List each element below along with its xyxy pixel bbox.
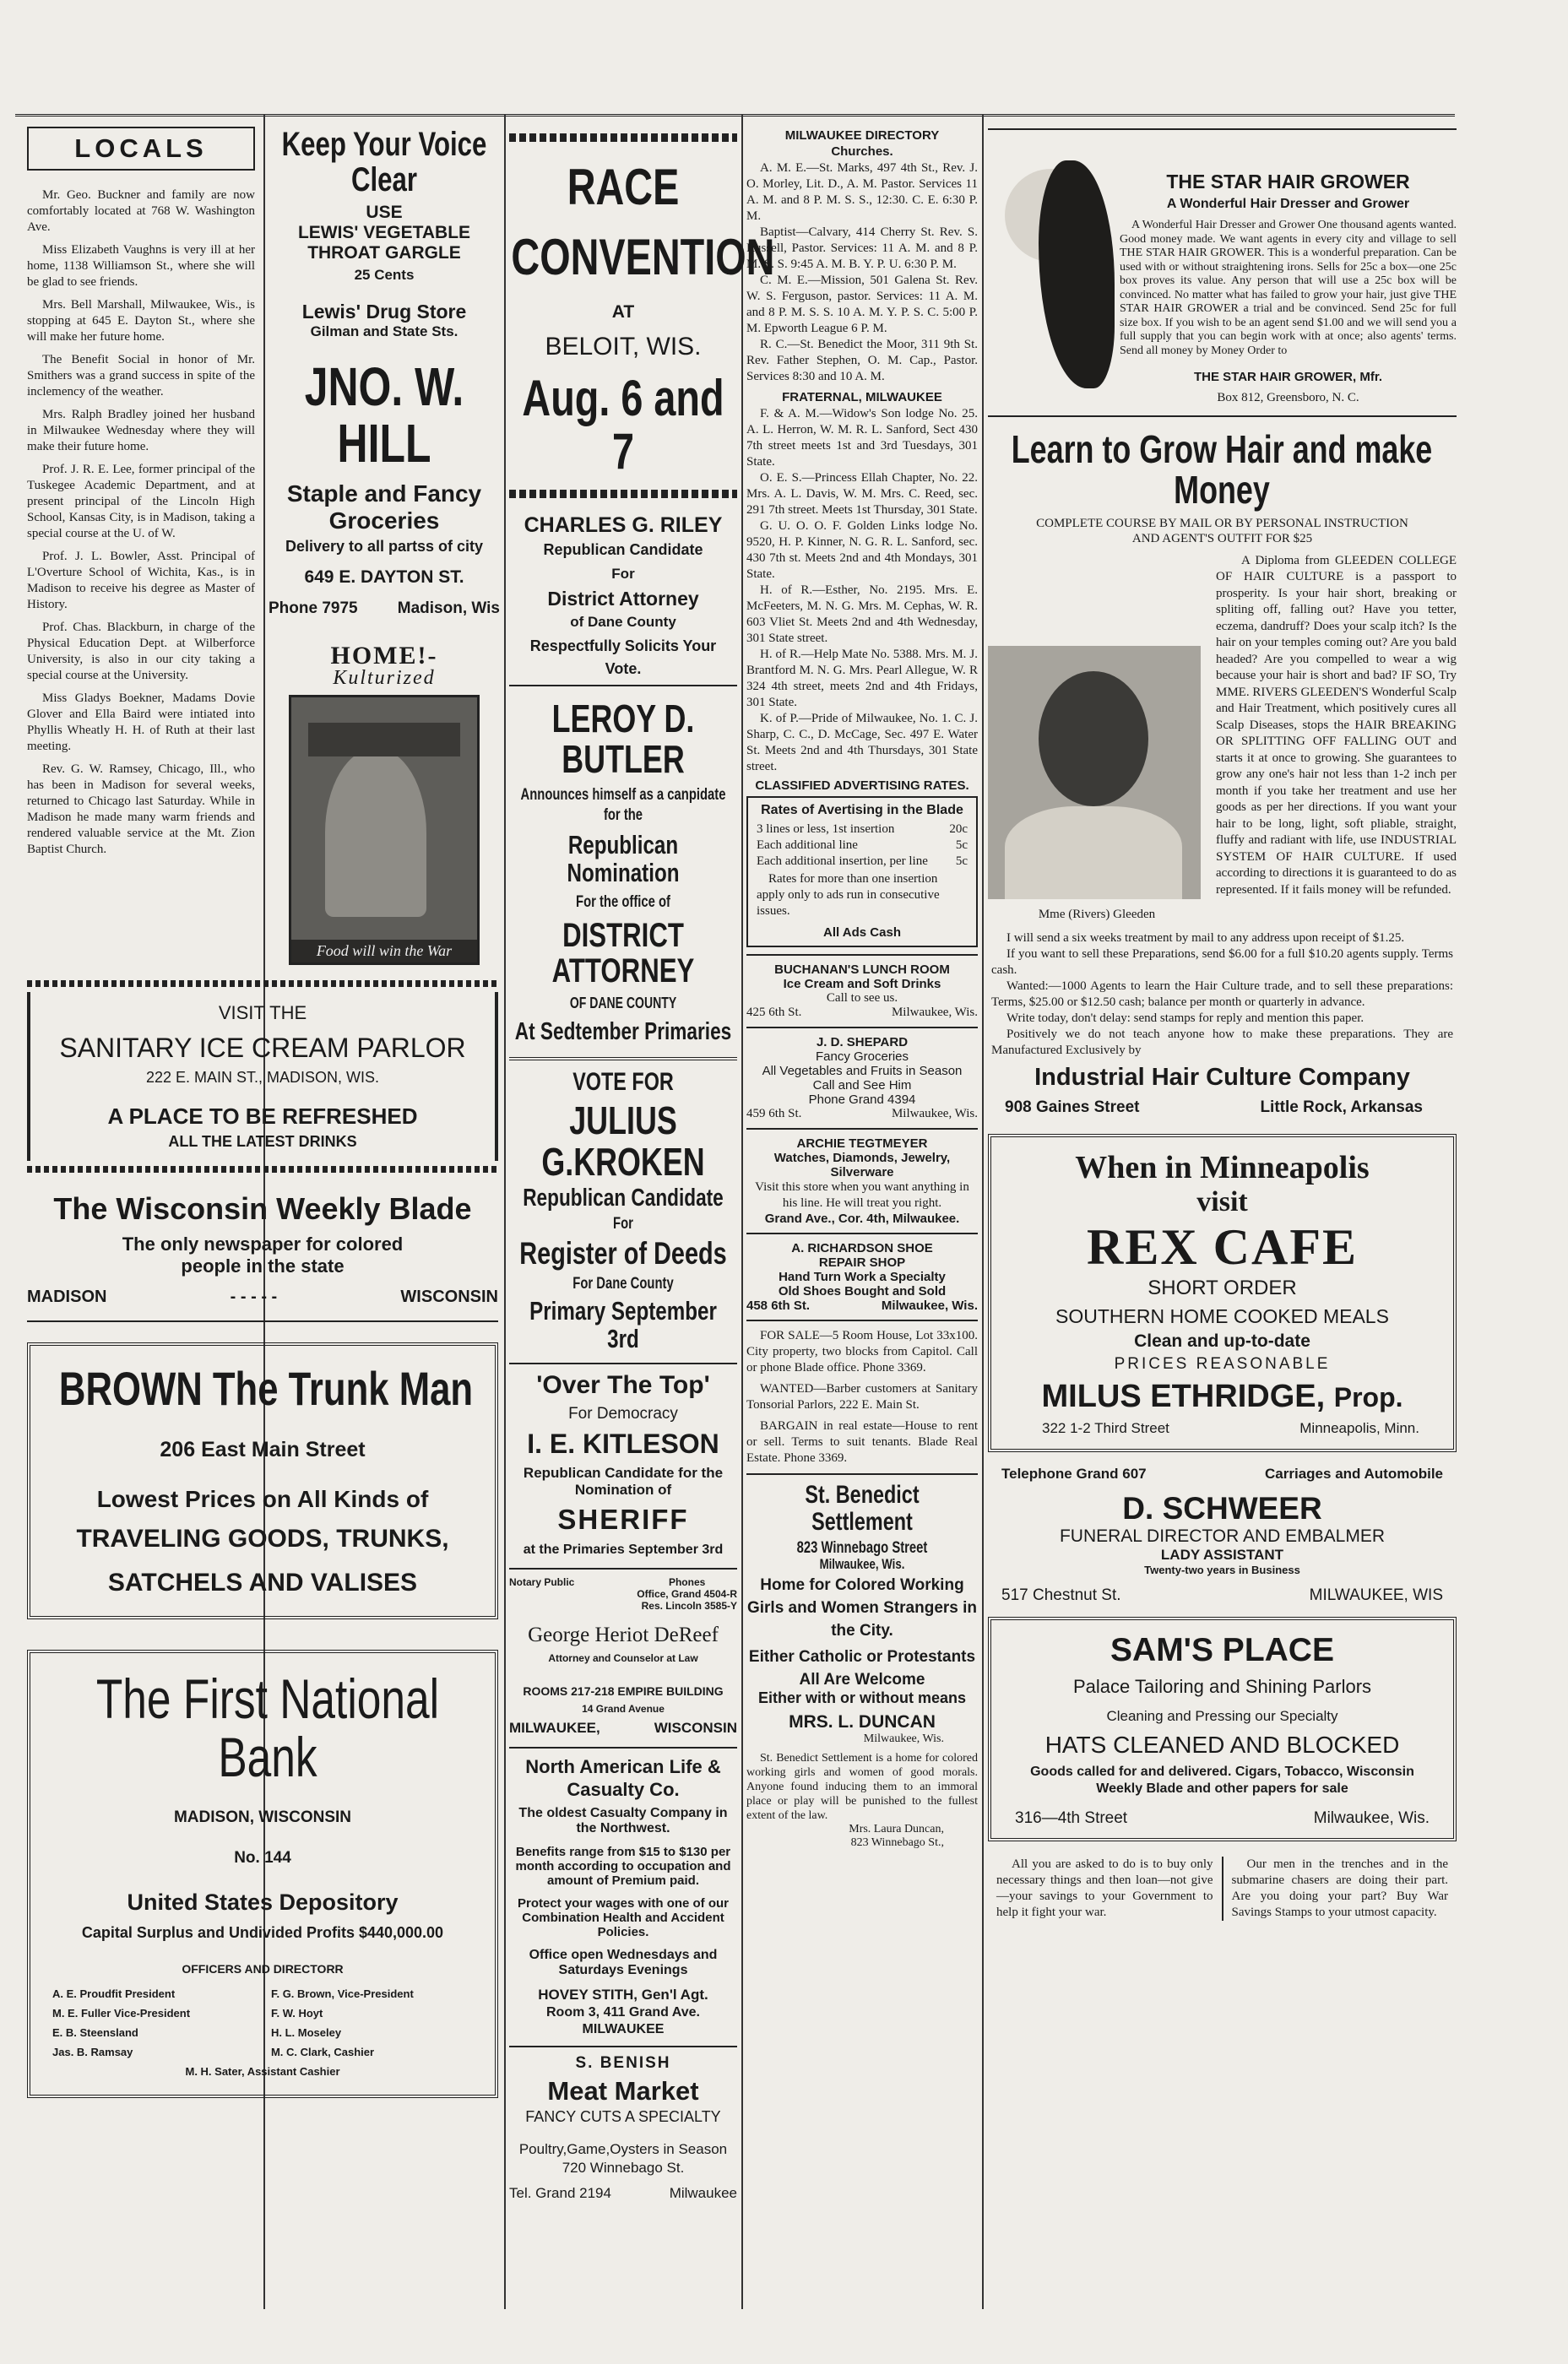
rates-body xyxy=(757,821,968,941)
local-item: The Benefit Social in honor of Mr. Smithers was a grand success in spite of the inclemency of the weather. xyxy=(27,353,255,399)
riley-l2: For xyxy=(611,566,635,582)
food-poster xyxy=(269,642,500,965)
classified-item: BARGAIN in real estate—House to rent or sell. Terms to suit tenants. Blade Real Estate. Phone 3369. xyxy=(746,1419,978,1465)
directory-column xyxy=(746,127,978,1850)
rex-owner-row xyxy=(1000,1379,1445,1415)
benish-l2: FANCY CUTS A SPECIALTY xyxy=(525,2108,721,2126)
rex-l2: SHORT ORDER xyxy=(1148,1276,1297,1299)
northam-l6: Room 3, 411 Grand Ave. xyxy=(546,2005,700,2020)
benedict-sig1: Mrs. Laura Duncan, xyxy=(849,1822,944,1835)
rex-l5: PRICES REASONABLE xyxy=(1114,1354,1331,1373)
richardson-row xyxy=(746,1299,978,1313)
buchanan-l2: Ice Cream and Soft Drinks xyxy=(783,977,941,991)
rex-owner: MILUS ETHRIDGE, xyxy=(1041,1378,1326,1414)
dereef-res-phone: Res. Lincoln 3585-Y xyxy=(641,1600,737,1613)
kroken-l3: Register of Deeds xyxy=(519,1236,727,1271)
local-item: Miss Elizabeth Vaughns is very ill at her home, 1138 Williamson St., where she will be glad to see friends. xyxy=(27,243,255,289)
locals-header-box xyxy=(27,127,255,171)
northam-l4: Office open Wednesdays and Saturdays Evenings xyxy=(529,1948,718,1978)
blade-name: The Wisconsin Weekly Blade xyxy=(53,1191,472,1226)
hill-contact-row xyxy=(269,599,500,618)
dereef-name: George Heriot DeReef xyxy=(528,1624,719,1647)
local-item: Mrs. Bell Marshall, Milwaukee, Wis., is stopping at 645 E. Dayton St., where she will make her future home. xyxy=(27,298,255,344)
star-title: THE STAR HAIR GROWER xyxy=(1166,171,1410,192)
shepard-l5: Phone Grand 4394 xyxy=(808,1093,916,1107)
rate-3: Each additional insertion, per line xyxy=(757,854,928,868)
rate-cash: All Ads Cash xyxy=(823,925,901,940)
schweer-name: D. SCHWEER xyxy=(1122,1490,1322,1526)
directory-classified: CLASSIFIED ADVERTISING RATES. xyxy=(755,778,969,793)
shepard-row xyxy=(746,1107,978,1121)
bank-officers-head: OFFICERS AND DIRECTORR xyxy=(182,1962,344,1976)
shepard-l3: All Vegetables and Fruits in Season xyxy=(762,1064,963,1078)
bank-officer: M. C. Clark, Cashier xyxy=(270,2046,375,2059)
butler-l4: For the office of xyxy=(576,892,670,911)
race-at: AT xyxy=(611,302,635,322)
bank-name: The First National Bank xyxy=(95,1667,440,1789)
star-hair xyxy=(1039,160,1115,388)
shepard-city: Milwaukee, Wis. xyxy=(891,1107,978,1120)
dereef-header xyxy=(509,1576,737,1612)
poster-figure xyxy=(325,748,426,917)
column-rule xyxy=(741,114,743,2309)
hair-company: Industrial Hair Culture Company xyxy=(1034,1063,1410,1091)
riley-l6: Vote. xyxy=(605,660,642,677)
blade-ad xyxy=(27,1191,498,1307)
benedict-l6: Either with or without means xyxy=(757,1689,966,1706)
benedict-name: St. Benedict Settlement xyxy=(805,1481,920,1536)
gleeden-photo-wrap xyxy=(988,646,1206,922)
brown-l1: Lowest Prices on All Kinds of xyxy=(96,1485,429,1512)
sanitary-l1: SANITARY ICE CREAM PARLOR xyxy=(59,1033,466,1063)
rate-3-value: 5c xyxy=(955,854,968,868)
schweer-l1: FUNERAL DIRECTOR AND EMBALMER xyxy=(1059,1526,1386,1546)
bank-officer: Jas. B. Ramsay xyxy=(52,2046,133,2059)
gleeden-face xyxy=(1039,671,1148,806)
directory-fraternal: FRATERNAL, MILWAUKEE xyxy=(782,390,942,404)
hair-body3: If you want to sell these Preparations, send $6.00 for a full $10.20 agents supply. Terms cash. xyxy=(991,946,1453,977)
kroken-l2: For xyxy=(613,1215,633,1234)
sanitary-l0: VISIT THE xyxy=(218,1002,307,1023)
hair-sub: COMPLETE COURSE BY MAIL OR BY PERSONAL INSTRUCTION AND AGENT'S OUTFIT FOR $25 xyxy=(1036,516,1408,545)
hair-body6: Positively we do not teach anyone how to make these preparations. They are Manufactured Exclusively by xyxy=(991,1027,1453,1057)
rex-address-row xyxy=(1000,1420,1445,1437)
star-ad xyxy=(988,160,1457,405)
tegtmeyer-l2: Watches, Diamonds, Jewelry, Silverware xyxy=(773,1151,951,1179)
shepard-l4: Call and See Him xyxy=(812,1078,912,1093)
schweer-l2: LADY ASSISTANT xyxy=(1160,1546,1284,1563)
bank-officer: E. B. Steensland xyxy=(52,2026,138,2040)
dereef-city-row xyxy=(509,1720,737,1737)
benish-l4: 720 Winnebago St. xyxy=(562,2160,685,2177)
local-item: Prof. J. L. Bowler, Asst. Principal of L'Overture School of Wichita, Kas., is in Madison to receive his degree as Master of History. xyxy=(27,550,255,611)
butler-l3: Republican Nomination xyxy=(567,830,680,888)
rex-addr: 322 1-2 Third Street xyxy=(1042,1419,1169,1436)
bank-officer: H. L. Moseley xyxy=(270,2026,342,2040)
buchanan-l1: BUCHANAN'S LUNCH ROOM xyxy=(774,962,950,977)
lewis-address: Gilman and State Sts. xyxy=(310,323,458,339)
schweer-ad xyxy=(988,1466,1457,1605)
benedict-l3: Home for Colored Working Girls and Women Strangers in the City. xyxy=(746,1575,978,1640)
benedict-l2: Milwaukee, Wis. xyxy=(819,1555,905,1572)
kroken-l4: For Dane County xyxy=(572,1275,674,1293)
fraternal-item: K. of P.—Pride of Milwaukee, No. 1. C. J. Sharp, C. C., D. McCage, Sec. 497 E. Water St. Meets 2nd and 4th Thursdays, 301 State street. xyxy=(746,712,978,773)
sams-l1: Palace Tailoring and Shining Parlors xyxy=(1072,1675,1372,1697)
star-body: A Wonderful Hair Dresser and Grower One thousand agents wanted. Good money made. We want agents in every city and village to sell THE STAR HAIR GROWER. This is a wonderful preparation. Can be used with or without straightening irons. Sells for 25c a box—one 25c box proves its value. Any person that will use a 25c box will be convinced. No matter what has failed to grow your hair, just give THE STAR HAIR GROWER a trial and be convinced. Send 25c for full size box. If you wish to be an agent send $1.00 and we will send you a full supply that you can begin work with at once; also agents' terms. Send all money by Money Order to xyxy=(1120,219,1457,357)
church-item: A. M. E.—St. Marks, 497 4th St., Rev. J. O. Morley, Lit. D., A. M. Pastor. Services 11 A. M. and 8 P. M. S. S., 12:30. C. E. 6:30 P. M. xyxy=(746,161,978,223)
rate-2: Each additional line xyxy=(757,838,858,852)
sanitary-l2: 222 E. MAIN ST., MADISON, WIS. xyxy=(145,1069,380,1086)
blade-right: WISCONSIN xyxy=(400,1288,498,1306)
poster-caption: Food will win the War xyxy=(291,940,477,962)
star-box: Box 812, Greensboro, N. C. xyxy=(1217,391,1359,404)
lewis-price: 25 Cents xyxy=(354,267,415,283)
sams-address-row xyxy=(1001,1809,1443,1828)
fraternal-list xyxy=(746,406,978,775)
bank-city: MADISON, WISCONSIN xyxy=(173,1808,352,1827)
bank-officer: M. E. Fuller Vice-President xyxy=(52,2007,191,2020)
benedict-sig2: 823 Winnebago St., xyxy=(850,1835,944,1849)
directory-title: MILWAUKEE DIRECTORY xyxy=(784,128,940,143)
sams-addr: 316—4th Street xyxy=(1015,1808,1128,1827)
column-2-top xyxy=(269,127,500,965)
blade-l1: The only newspaper for colored xyxy=(122,1234,404,1255)
local-item: Mr. Geo. Buckner and family are now comfortably located at 768 W. Washington Ave. xyxy=(27,188,255,234)
benish-tel: Tel. Grand 2194 xyxy=(509,2185,611,2202)
buchanan-city: Milwaukee, Wis. xyxy=(891,1006,978,1019)
sams-l2: Cleaning and Pressing our Specialty xyxy=(1106,1707,1338,1724)
northam-l5: HOVEY STITH, Gen'l Agt. xyxy=(538,1987,708,2003)
benish-l1: Meat Market xyxy=(547,2076,699,2106)
bank-last: M. H. Sater, Assistant Cashier xyxy=(185,2065,340,2079)
rex-prop: Prop. xyxy=(1333,1381,1403,1412)
church-item: R. C.—St. Benedict the Moor, 311 9th St. Rev. Father Stephen, O. M. Cap., Pastor. Services 8:30 and 10 A. M. xyxy=(746,338,978,383)
race-top-border xyxy=(509,133,737,142)
benish-l0: S. BENISH xyxy=(575,2054,671,2073)
benish-city: Milwaukee xyxy=(669,2185,737,2202)
poster-image xyxy=(289,695,480,965)
sams-city: Milwaukee, Wis. xyxy=(1313,1808,1430,1827)
gleeden-photo xyxy=(988,646,1201,899)
star-image xyxy=(988,160,1115,397)
bank-officer: A. E. Proudfit President xyxy=(52,1987,176,2001)
brown-addr: 206 East Main Street xyxy=(160,1437,366,1461)
dereef-notary: Notary Public xyxy=(509,1576,575,1589)
race-l2: CONVENTION xyxy=(511,229,775,285)
hair-body5: Write today, don't delay: send stamps for reply and mention this paper. xyxy=(1006,1011,1365,1025)
hair-street: 908 Gaines Street xyxy=(1005,1098,1140,1116)
hair-body4: Wanted:—1000 Agents to learn the Hair Culture trade, and to sell these preparations: Terms, $25.00 or $12.50 cash; balance per month or quarterly in advance. xyxy=(991,979,1453,1009)
brown-ad xyxy=(27,1342,498,1619)
butler-l5: DISTRICT ATTORNEY xyxy=(551,916,695,990)
hair-bottom-text xyxy=(988,930,1457,1059)
kroken-l5: Primary September 3rd xyxy=(529,1296,717,1353)
war-left: All you are asked to do is to buy only necessary things and then loan—not give—your savings to your Government to help it fight your war. xyxy=(988,1857,1223,1921)
rate-1: 3 lines or less, 1st insertion xyxy=(757,822,895,836)
brown-l2: TRAVELING GOODS, TRUNKS, xyxy=(76,1524,449,1553)
richardson-l3: Hand Turn Work a Specialty xyxy=(779,1270,946,1284)
rex-l4: Clean and up-to-date xyxy=(1134,1331,1310,1351)
classified-item: FOR SALE—5 Room House, Lot 33x100. City property, two blocks from Capitol. Call or phone Blade office. Phone 3369. xyxy=(746,1329,978,1374)
benedict-body: St. Benedict Settlement is a home for colored working girls and women of good morals. Anyone found inducing them to an immoral place or play will be punished to the fullest extent of the law. xyxy=(746,1751,978,1822)
benish-contact-row xyxy=(509,2185,737,2202)
dereef-state: WISCONSIN xyxy=(654,1720,737,1737)
sams-name: SAM'S PLACE xyxy=(1110,1631,1334,1668)
rate-1-value: 20c xyxy=(949,822,968,836)
war-right: Our men in the trenches and in the submarine chasers are doing their part. Are you doing your part? Buy War Savings Stamps to your utmost capacity. xyxy=(1231,1857,1448,1919)
race-bottom-border xyxy=(509,490,737,498)
lewis-use: USE xyxy=(366,203,403,222)
benedict-l7: MRS. L. DUNCAN xyxy=(789,1711,936,1732)
local-item: Miss Gladys Boekner, Madams Dovie Glover and Ella Baird were intiated into Phyllis Wheatly H. H. of Ruth at their last meeting. xyxy=(27,691,255,753)
rate-note: Rates for more than one insertion apply only to ads run in consecutive issues. xyxy=(757,872,940,918)
classified-list xyxy=(746,1328,978,1467)
rex-l3: SOUTHERN HOME COOKED MEALS xyxy=(1055,1304,1389,1327)
locals-column xyxy=(27,127,255,865)
riley-l4: of Dane County xyxy=(570,614,676,630)
bank-officer: F. G. Brown, Vice-President xyxy=(270,1987,414,2001)
schweer-top-row xyxy=(1001,1466,1443,1483)
richardson-city: Milwaukee, Wis. xyxy=(881,1299,978,1313)
star-sub: A Wonderful Hair Dresser and Grower xyxy=(1166,197,1410,211)
rex-city: Minneapolis, Minn. xyxy=(1299,1419,1419,1436)
race-l1: RACE xyxy=(567,159,680,215)
kitleson-l1: For Democracy xyxy=(568,1405,678,1423)
bank-officers-right xyxy=(271,1984,473,2062)
lewis-store: Lewis' Drug Store xyxy=(301,301,467,323)
bank-ad xyxy=(27,1650,498,2099)
poster-kulturized: Kulturized xyxy=(333,667,436,690)
kitleson-l4: at the Primaries September 3rd xyxy=(523,1543,724,1558)
fraternal-item: H. of R.—Help Mate No. 5388. Mrs. M. J. Brantford M. N. G. Mrs. Pearl Allegue, W. R 324 4th street, meets 2nd and 4th Fridays, 301 State. xyxy=(746,648,978,709)
sams-l4: Goods called for and delivered. Cigars, Tobacco, Wisconsin Weekly Blade and other papers for sale xyxy=(1030,1764,1414,1796)
dereef-phones-label: Phones xyxy=(668,1576,706,1589)
column-rule xyxy=(982,114,984,2309)
blade-left: MADISON xyxy=(27,1288,107,1306)
dereef-city: MILWAUKEE, xyxy=(509,1720,600,1737)
fraternal-item: F. & A. M.—Widow's Son lodge No. 25. A. L. Herron, W. M. R. L. Sanford, Sect 430 7th street meets 1st and 3rd Tuesdays, 301 State. xyxy=(746,407,978,469)
locals-header: LOCALS xyxy=(74,133,208,163)
kitleson-name: I. E. KITLESON xyxy=(527,1429,719,1460)
northam-name: North American Life & Casualty Co. xyxy=(525,1756,721,1801)
tegtmeyer-l4: Grand Ave., Cor. 4th, Milwaukee. xyxy=(764,1212,960,1226)
hill-city: Madison, Wis xyxy=(397,599,500,618)
hair-address-row xyxy=(988,1098,1457,1117)
bank-officer: F. W. Hoyt xyxy=(270,2007,323,2020)
blade-dashes: - - - - - xyxy=(230,1288,278,1306)
benedict-l5: All Are Welcome xyxy=(799,1670,925,1689)
poster-home: HOME!- xyxy=(330,642,438,670)
rex-l0: When in Minneapolis xyxy=(1075,1149,1370,1185)
benedict-l4: Either Catholic or Protestants xyxy=(748,1647,976,1666)
richardson-l2: REPAIR SHOP xyxy=(818,1255,906,1270)
blade-row xyxy=(27,1288,498,1307)
poster-window xyxy=(308,723,460,756)
star-mfr: THE STAR HAIR GROWER, Mfr. xyxy=(1193,370,1383,384)
blade-l2: people in the state xyxy=(181,1255,345,1277)
church-item: Baptist—Calvary, 414 Cherry St. Rev. S. Russell, Pastor. Services: 11 A. M. and 8 P. M. S. S. 9:45 A. M. B. Y. P. U. 6:30 P. M. xyxy=(746,225,978,271)
local-item: Rev. G. W. Ramsey, Chicago, Ill., who has been in Madison for several weeks, returned to Chicago last Saturday. While in Madison he made many warm friends and rendered valuable service at the Mt. Zion Baptist Church. xyxy=(27,762,255,856)
schweer-carr: Carriages and Automobile xyxy=(1265,1465,1443,1482)
riley-l3: District Attorney xyxy=(547,588,699,610)
dereef-phones xyxy=(637,1576,737,1612)
bank-no: No. 144 xyxy=(234,1849,291,1868)
bank-depository: United States Depository xyxy=(127,1890,399,1916)
kroken-name: JULIUS G.KROKEN xyxy=(541,1098,705,1184)
shepard-addr: 459 6th St. xyxy=(746,1107,802,1120)
hill-phone: Phone 7975 xyxy=(269,599,358,618)
schweer-address-row xyxy=(1001,1586,1443,1605)
race-dates: Aug. 6 and 7 xyxy=(522,370,724,480)
kitleson-l3: SHERIFF xyxy=(557,1504,689,1536)
hair-city: Little Rock, Arkansas xyxy=(1260,1098,1423,1116)
rex-l1: visit xyxy=(1196,1185,1248,1217)
gleeden-caption: Mme (Rivers) Gleeden xyxy=(1038,907,1156,921)
local-item: Mrs. Ralph Bradley joined her husband in Milwaukee Wednesday where they will make their future home. xyxy=(27,408,255,453)
hair-body-wrap xyxy=(988,553,1457,922)
hill-l3: Delivery to all partss of city xyxy=(285,538,484,556)
church-list xyxy=(746,160,978,385)
buchanan-addr: 425 6th St. xyxy=(746,1006,802,1019)
hill-name: JNO. W. HILL xyxy=(304,356,464,474)
sanitary-l4: ALL THE LATEST DRINKS xyxy=(168,1133,357,1150)
benedict-l8: Milwaukee, Wis. xyxy=(863,1732,944,1745)
sams-ad xyxy=(988,1617,1457,1841)
shepard-l2: Fancy Groceries xyxy=(815,1049,909,1064)
church-item: C. M. E.—Mission, 501 Galena St. Rev. W. S. Ferguson, pastor. Services: 11 A. M. and 8 P. M. S. S. 10 A. M. Y. P. S. C. 5:00 P. M. Epworth League 6 P. M. xyxy=(746,274,978,335)
locals-list xyxy=(27,187,255,858)
schweer-addr: 517 Chestnut St. xyxy=(1001,1586,1121,1604)
buchanan-l3: Call to see us. xyxy=(826,991,898,1005)
benish-l3: Poultry,Game,Oysters in Season xyxy=(518,2141,728,2158)
sanitary-ad xyxy=(27,992,498,1161)
local-item: Prof. J. R. E. Lee, former principal of the Tuskegee Academic Department, and at present principal of the Lincoln High School, Kansas City, is in Madison, taking a special course at the U. of W. xyxy=(27,463,255,540)
bank-capital: Capital Surplus and Undivided Profits $440,000.00 xyxy=(81,1924,444,1942)
bank-officers xyxy=(52,1984,473,2062)
benedict-l1: 823 Winnebago Street xyxy=(796,1539,928,1557)
rates-title: Rates of Avertising in the Blade xyxy=(761,803,963,817)
kroken-l1: Republican Candidate xyxy=(523,1184,724,1212)
rex-name: REX CAFE xyxy=(1086,1218,1358,1275)
page-top-rule xyxy=(15,114,1455,117)
local-item: Prof. Chas. Blackburn, in charge of the Physical Education Dept. at Wilberforce University, is also in our city taking a special course at the University. xyxy=(27,621,255,682)
butler-l1: Announces himself as a canpidate xyxy=(520,785,726,804)
column-rule xyxy=(504,114,506,2309)
fraternal-item: G. U. O. O. F. Golden Links lodge No. 9520, H. P. Kinner, N. G. R. L. Sanford, sec. 430 7th st. Meets 2nd and 4th Mondays, 301 State. xyxy=(746,519,978,581)
lewis-product: LEWIS' VEGETABLE xyxy=(297,223,471,242)
schweer-tel: Telephone Grand 607 xyxy=(1001,1465,1147,1482)
shepard-l1: J. D. SHEPARD xyxy=(816,1035,909,1049)
war-savings xyxy=(988,1857,1457,1921)
schweer-city: MILWAUKEE, WIS xyxy=(1309,1586,1443,1604)
hill-l2: Groceries xyxy=(328,507,440,534)
rate-2-value: 5c xyxy=(955,838,968,852)
butler-l7: At Sedtember Primaries xyxy=(514,1018,732,1046)
northam-l3: Protect your wages with one of our Combination Health and Accident Policies. xyxy=(517,1896,730,1940)
kroken-l0: VOTE FOR xyxy=(572,1067,674,1096)
rex-ad xyxy=(988,1134,1457,1452)
hill-address: 649 E. DAYTON ST. xyxy=(304,567,464,588)
butler-l2: for the xyxy=(603,805,643,824)
riley-l1: Republican Candidate xyxy=(543,541,703,558)
brown-l3: SATCHELS AND VALISES xyxy=(107,1568,418,1597)
dereef-rooms: ROOMS 217-218 EMPIRE BUILDING xyxy=(523,1684,724,1699)
directory-churches: Churches. xyxy=(831,144,893,159)
fraternal-item: O. E. S.—Princess Ellah Chapter, No. 22. Mrs. A. L. Davis, W. M. Mrs. C. Reed, sec. 291 7th street. Meets 1st Thursday, 301 State. xyxy=(746,471,978,517)
tegtmeyer-l1: ARCHIE TEGTMEYER xyxy=(796,1136,928,1151)
hair-headline: Learn to Grow Hair and make Money xyxy=(1011,427,1433,512)
dereef-office-phone: Office, Grand 4504-R xyxy=(637,1588,737,1601)
butler-l6: OF DANE COUNTY xyxy=(569,994,677,1011)
northam-l7: MILWAUKEE xyxy=(582,2022,665,2037)
sams-l3: HATS CLEANED AND BLOCKED xyxy=(1044,1731,1400,1758)
hair-body1: A Diploma from GLEEDEN COLLEGE OF HAIR CULTURE is a passport to prosperity. Is your hair short, breaking or spliting off, falling out? Have you tetter, eczema, dandruff? Does your scalp itch? Is the hair on your temples coming out? Are you bald headed? Are you compelled to wear a wig because your hair is short and bad? IF SO, Try MME. RIVERS GLEEDEN'S Wonderful Scalp and Hair Treatment, which positively cures all Scalp Diseases, stops the HAIR BREAKING OR SPLITTING OFF FALLING OUT and starts it at once to growing. She guarantees to grow any one's hair not less than 1-2 inch per month if you take her treatment and use her goods as per her directions. If you want your hair to be long, light, soft pliable, straight, fluffy and radiant with life, use INDUSTRIAL SYSTEM OF HAIR CULTURE. If used according to directions it is guaranteed to do as represented. If it fails money will be refunded. xyxy=(1216,553,1457,897)
gleeden-dress xyxy=(1005,806,1182,899)
lewis-headline: Keep Your Voice Clear xyxy=(281,126,487,198)
hill-l1: Staple and Fancy xyxy=(286,480,482,507)
classified-item: WANTED—Barber customers at Sanitary Tonsorial Parlors, 222 E. Main St. xyxy=(746,1382,978,1412)
kitleson-l2: Republican Candidate for the Nomination of xyxy=(523,1465,724,1499)
northam-l2: Benefits range from $15 to $130 per month according to occupation and amount of Premium paid. xyxy=(515,1845,731,1889)
butler-name: LEROY D. BUTLER xyxy=(551,697,695,782)
lewis-gargle: THROAT GARGLE xyxy=(307,243,461,263)
dereef-street: 14 Grand Avenue xyxy=(582,1703,665,1716)
wide-ads xyxy=(27,975,498,2098)
brown-name: BROWN The Trunk Man xyxy=(58,1362,474,1415)
bank-officers-left xyxy=(52,1984,254,2062)
dereef-title: Attorney and Counselor at Law xyxy=(548,1652,698,1665)
richardson-l4: Old Shoes Bought and Sold xyxy=(778,1284,947,1299)
richardson-l1: A. RICHARDSON SHOE xyxy=(791,1241,933,1255)
race-place: BELOIT, WIS. xyxy=(545,333,702,361)
riley-l5: Respectfully Solicits Your xyxy=(529,637,717,654)
richardson-addr: 458 6th St. xyxy=(746,1299,811,1313)
northam-l1: The oldest Casualty Company in the Northwest. xyxy=(518,1806,728,1836)
riley-name: CHARLES G. RILEY xyxy=(524,513,723,537)
rates-box xyxy=(746,796,978,947)
sanitary-l3: A PLACE TO BE REFRESHED xyxy=(107,1103,418,1129)
tegtmeyer-l3: Visit this store when you want anything in his line. He will treat you right. xyxy=(755,1180,969,1210)
right-column xyxy=(988,127,1457,1921)
hair-body2: I will send a six weeks treatment by mail to any address upon receipt of $1.25. xyxy=(1006,930,1405,945)
buchanan-row xyxy=(746,1006,978,1020)
kitleson-l0: 'Over The Top' xyxy=(536,1371,710,1400)
schweer-l3: Twenty-two years in Business xyxy=(1144,1563,1300,1576)
star-text xyxy=(1115,160,1457,405)
fraternal-item: H. of R.—Esther, No. 2195. Mrs. E. McFeeters, M. N. G. Mrs. M. Cephas, W. R. 603 Vliet St. Meets 2nd and 4th Wednesday, 301 State street. xyxy=(746,583,978,645)
